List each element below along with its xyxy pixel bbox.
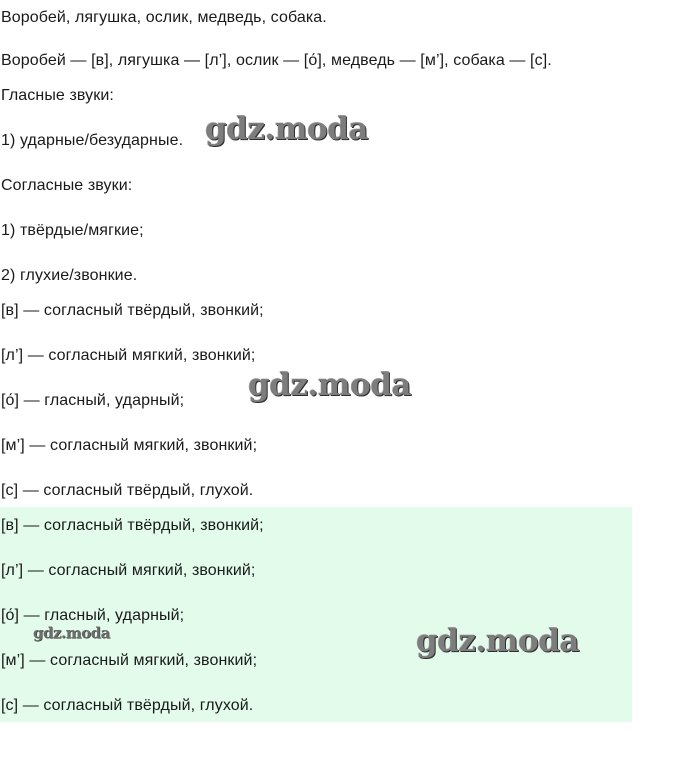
watermark: gdz.moda xyxy=(205,111,368,147)
highlighted-sound-line: [л’] — согласный мягкий, звонкий; xyxy=(1,562,256,579)
consonants-item-2: 2) глухие/звонкие. xyxy=(1,267,138,284)
consonants-heading: Согласные звуки: xyxy=(1,177,133,194)
highlighted-sound-line: [с] — согласный твёрдый, глухой. xyxy=(1,697,254,714)
highlighted-sound-line: [в] — согласный твёрдый, звонкий; xyxy=(1,517,264,534)
sound-line: [с] — согласный твёрдый, глухой. xyxy=(1,482,254,499)
transcription-line: Воробей — [в], лягушка — [л’], ослик — [о́], медведь — [м’], собака — [с]. xyxy=(1,52,552,69)
watermark: gdz.moda xyxy=(33,624,110,642)
sound-line: [м’] — согласный мягкий, звонкий; xyxy=(1,437,258,454)
vowels-heading: Гласные звуки: xyxy=(1,87,114,104)
word-list: Воробей, лягушка, ослик, медведь, собака. xyxy=(1,9,327,26)
consonants-item-1: 1) твёрдые/мягкие; xyxy=(1,222,144,239)
watermark: gdz.moda xyxy=(248,367,411,403)
watermark: gdz.moda xyxy=(416,623,579,659)
sound-line: [в] — согласный твёрдый, звонкий; xyxy=(1,302,264,319)
sound-line: [о́] — гласный, ударный; xyxy=(1,392,185,409)
sound-line: [л’] — согласный мягкий, звонкий; xyxy=(1,347,256,364)
highlighted-sound-line: [о́] — гласный, ударный; xyxy=(1,607,185,624)
highlighted-sound-line: [м’] — согласный мягкий, звонкий; xyxy=(1,652,258,669)
vowels-item-1: 1) ударные/безударные. xyxy=(1,132,184,149)
